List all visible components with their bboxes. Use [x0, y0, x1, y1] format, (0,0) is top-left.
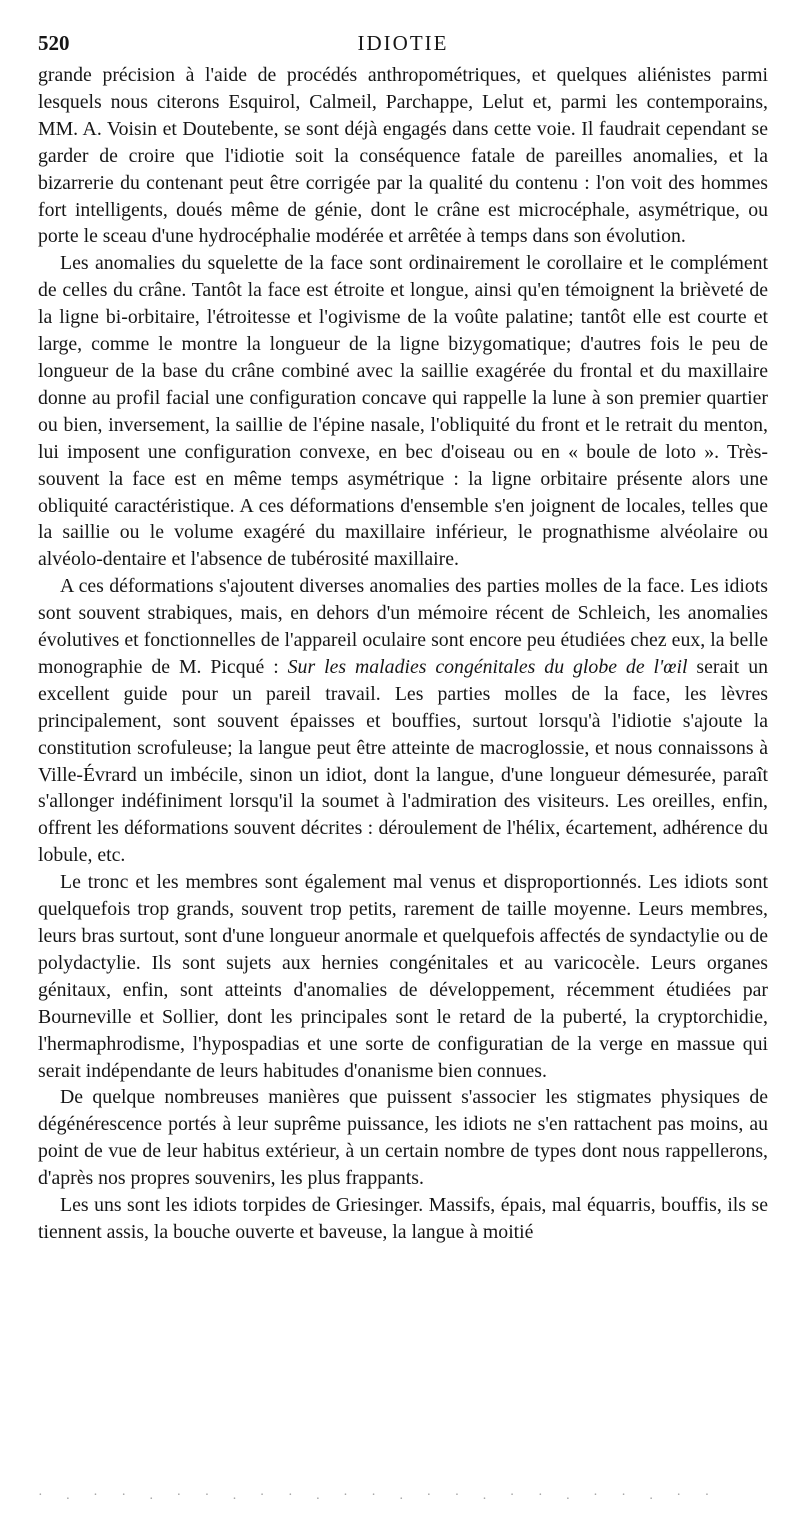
book-page: [38, 28, 768, 1508]
paragraph-degeneration-stigmata: De quelque nombreuses manières que puissent s'associer les stigmates physiques de dégénérescence portés à leur suprême puissance, les idiots ne s'en rattachent pas moins, au point de vue de leur habitus extérieur, à un certain nombre de types dont nous rappellerons, d'après nos propres souvenirs, les plus frappants.: [38, 1086, 768, 1190]
paragraph-text-after: serait un excellent guide pour un pareil travail. Les parties molles de la face, les lèvres principalement, sont souvent épaisses et bouffies, surtout lorsqu'à l'idiotie s'ajoute la constitution scrofuleuse; la langue peut être atteinte de macroglossie, et nous connaissons à Ville-Évrard un imbécile, sinon un idiot, dont la langue, d'une longueur démesurée, paraît s'allonger indéfiniment lorsqu'il la soumet à l'admiration des visiteurs. Les oreilles, enfin, offrent les déformations souvent décrites : déroulement de l'hélix, écartement, adhérence du lobule, etc.: [38, 655, 768, 867]
paragraph-soft-parts: [38, 573, 768, 869]
page-number: 520: [38, 31, 70, 55]
page-bottom-speckles: · . · · . · · . · · . · · . · · . · · . · · . · ·: [38, 1488, 720, 1503]
paragraph-trunk-limbs: Le tronc et les membres sont également mal venus et disproportionnés. Les idiots sont quelquefois trop grands, souvent trop petits, rarement de taille moyenne. Leurs membres, leurs bras surtout, sont d'une longueur anormale et quelquefois affectés de syndactylie ou de polydactylie. Ils sont sujets aux hernies congénitales et au varicocèle. Leurs organes génitaux, enfin, sont atteints d'anomalies de développement, récemment étudiées par Bourneville et Sollier, dont les principales sont le retard de la puberté, la cryptorchidie, l'hermaphrodisme, l'hypospadias et une sorte de configuratian de la verge en massue qui serait indépendante de leurs habitudes d'onanisme bien connues.: [38, 871, 768, 1082]
running-title: IDIOTIE: [357, 31, 449, 55]
page-header: [38, 28, 768, 62]
paragraph-torpid-idiots: Les uns sont les idiots torpides de Griesinger. Massifs, épais, mal équarris, bouffis, ils se tiennent assis, la bouche ouverte et baveuse, la langue à moitié: [38, 1194, 768, 1243]
paragraph-facial-skeleton: Les anomalies du squelette de la face sont ordinairement le corollaire et le complément de celles du crâne. Tantôt la face est étroite et longue, ainsi qu'en témoignent la brièveté de la ligne bi-orbitaire, l'étroitesse et l'ogivisme de la voûte palatine; tantôt elle est courte et large, comme le montre la longueur de la ligne bizygomatique; d'autres fois le peu de longueur de la base du crâne combiné avec la saillie exagérée du frontal et du maxillaire donne au profil facial une configuration concave qui rappelle la lune à son premier quartier ou bien, inversement, la saillie de l'épine nasale, l'obliquité du front et le retrait du menton, lui imposent une configuration convexe, en bec d'oiseau ou en « boule de loto ». Très-souvent la face est en même temps asymétrique : la ligne orbitaire présente alors une obliquité caractéristique. A ces déformations d'ensemble s'en joignent de locales, telles que la saillie ou le volume exagéré du maxillaire inférieur, le prognathisme alvéolaire ou alvéolo-dentaire et l'absence de tubérosité maxillaire.: [38, 252, 768, 571]
paragraph-cranial-anomalies: grande précision à l'aide de procédés anthropométriques, et quelques aliénistes parmi lesquels nous citerons Esquirol, Calmeil, Parchappe, Lelut et, parmi les contemporains, MM. A. Voisin et Doutebente, se sont déjà engagés dans cette voie. Il faudrait cependant se garder de croire que l'idiotie soit la conséquence fatale de pareilles anomalies, et la bizarrerie du contenant peut être corrigée par la qualité du contenu : l'on voit des hommes fort intelligents, doués même de génie, dont le crâne est microcéphale, asymétrique, ou porte le sceau d'une hydrocéphalie modérée et arrêtée à temps dans son évolution.: [38, 64, 768, 248]
body-text: [38, 62, 768, 1246]
paragraph-text-before: A ces déformations s'ajoutent diverses anomalies des parties molles de la face. Les idiots sont souvent strabiques, mais, en dehors d'un mémoire récent de Schleich, les anomalies évolutives et fonctionnelles de l'appareil oculaire sont encore peu étudiées chez eux, la belle monographie de M. Picqué :: [38, 575, 768, 678]
book-title-citation: Sur les maladies congénitales du globe de l'œil: [287, 655, 688, 678]
